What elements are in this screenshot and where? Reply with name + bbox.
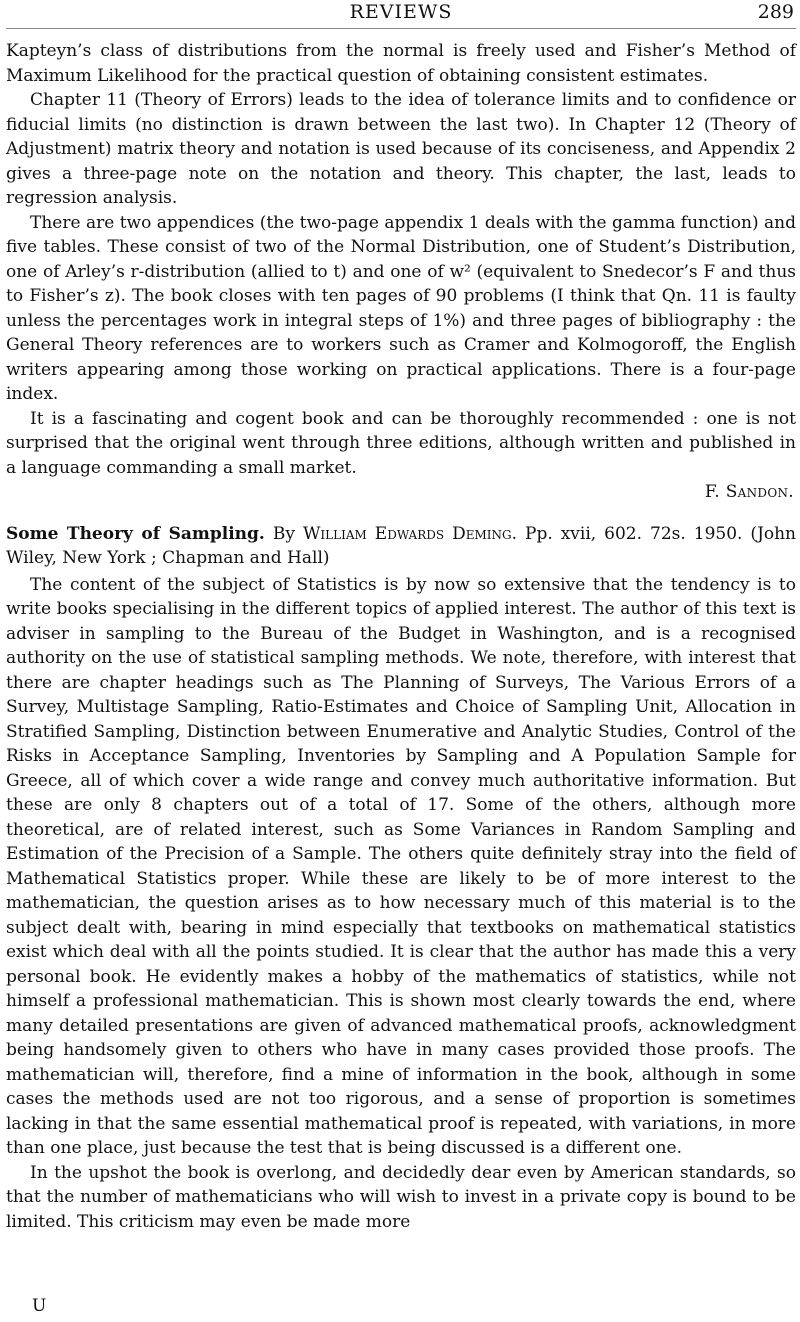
running-title: REVIEWS xyxy=(349,1,453,23)
paragraph: Kapteyn’s class of distributions from the normal is freely used and Fisher’s Method of Maximum Likelihood for the practical question of obtaining consistent estimates. xyxy=(6,41,796,86)
by-word: By xyxy=(272,523,295,544)
paragraph: The content of the subject of Statistics is by now so extensive that the tendency is to write books specialising in the different topics of applied interest. The author of this text is adviser in sampling to the Bureau of the Budget in Washington, and is a recognised authority on the use of statistical sampling methods. We note, therefore, with interest that there are chapter headings such as The Planning of Surveys, The Various Errors of a Survey, Multistage Sampling, Ratio-Estimates and Choice of Sampling Unit, Allocation in Stratified Sampling, Distinction between Enumerative and Analytic Studies, Control of the Risks in Acceptance Sampling, Inventories by Sampling and A Population Sample for Greece, all of which cover a wide range and convey much authoritative information. But these are only 8 chapters out of a total of 17. Some of the others, although more theoretical, are of related interest, such as Some Variances in Random Sampling and Estimation of the Precision of a Sample. The others quite definitely stray into the field of Mathematical Statistics proper. While these are likely to be of more interest to the mathematician, the question arises as to how necessary much of this material is to the subject dealt with, bearing in mind especially that textbooks on mathematical statistics exist which deal with all the points studied. It is clear that the author has made this a very personal book. He evidently makes a hobby of the mathematics of statistics, while not himself a professional mathematician. This is shown most clearly towards the end, where many detailed presentations are given of advanced mathematical proofs, acknowledgment being handsomely given to others who have in many cases provided those proofs. The mathematician will, therefore, find a mine of information in the book, although in some cases the methods used are not too rigorous, and a sense of proportion is sometimes lacking in that the same essential mathematical proof is repeated, with variations, in more than one place, just because the test that is being discussed is a different one. xyxy=(6,574,796,1158)
book-details: Pp. xvii, 602. 72s. 1950. (John Wiley, New York ; Chapman and Hall) xyxy=(6,523,797,568)
paragraph: In the upshot the book is overlong, and decidedly dear even by American standards, so that the number of mathematicians who will wish to invest in a private copy is bound to be limited. This criticism may even be made more xyxy=(6,1162,796,1232)
book-title: Some Theory of Sampling. xyxy=(6,523,265,544)
signature-mark: U xyxy=(32,1295,47,1316)
reviewer-signature: F. Sandon. xyxy=(704,482,794,502)
review-2 xyxy=(6,522,796,1235)
book-author: William Edwards Deming. xyxy=(302,523,517,544)
paragraph: It is a fascinating and cogent book and can be thoroughly recommended : one is not surprised that the original went through three editions, although written and published in a language commanding a small market. xyxy=(6,408,796,478)
review-1 xyxy=(6,39,796,505)
paragraph: Chapter 11 (Theory of Errors) leads to the idea of tolerance limits and to confidence or fiducial limits (no distinction is drawn between the last two). In Chapter 12 (Theory of Adjustment) matrix theory and notation is used because of its conciseness, and Appendix 2 gives a three-page note on the notation and theory. This chapter, the last, leads to regression analysis. xyxy=(6,90,796,208)
page-number: 289 xyxy=(757,1,794,23)
running-header xyxy=(6,0,796,29)
book-heading xyxy=(6,522,796,571)
paragraph: There are two appendices (the two-page appendix 1 deals with the gamma function) and five tables. These consist of two of the Normal Distribution, one of Student’s Distribution, one of Arley’s r-distribution (allied to t) and one of w² (equivalent to Snedecor’s F and thus to Fisher’s z). The book closes with ten pages of 90 problems (I think that Qn. 11 is faulty unless the percentages work in integral steps of 1%) and three pages of bibliography : the General Theory references are to workers such as Cramer and Kolmogoroff, the English writers appearing among those working on practical applications. There is a four-page index. xyxy=(6,212,796,404)
